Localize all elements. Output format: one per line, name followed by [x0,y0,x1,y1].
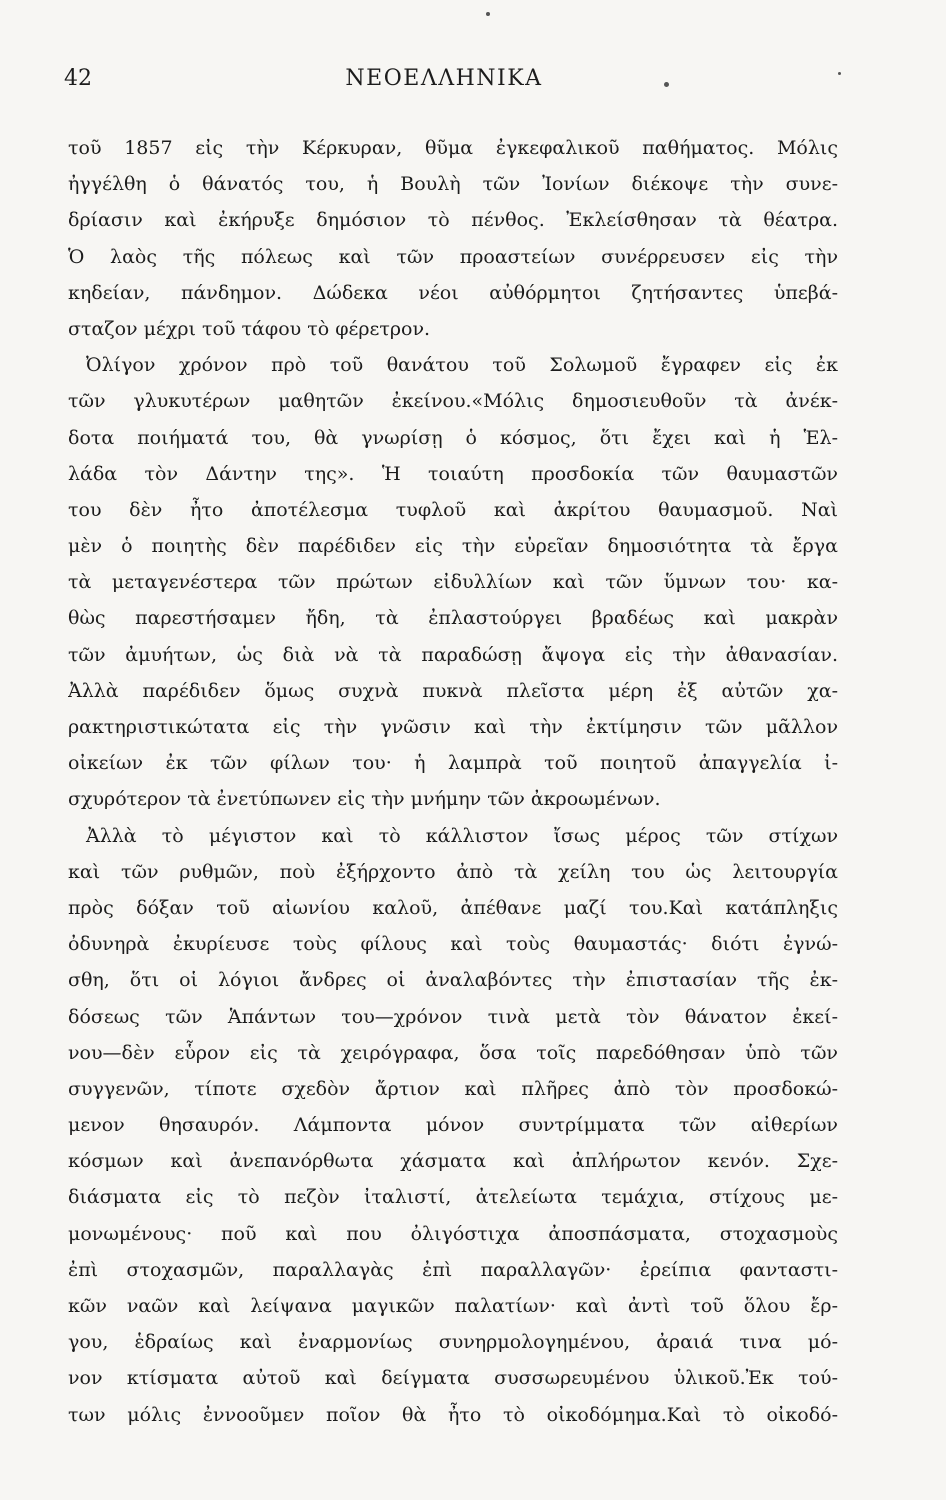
page-number: 42 [64,66,92,91]
text-line: τῶν ἀμυήτων, ὡς διὰ νὰ τὰ παραδώσῃ ἄψογα εἰς τὴν ἀθανασίαν. [68,643,838,666]
text-line: ἠγγέλθη ὁ θάνατός του, ἡ Βουλὴ τῶν Ἰονίων διέκοψε τὴν συνε- [68,173,838,196]
text-line: διάσματα εἰς τὸ πεζὸν ἰταλιστί, ἀτελείωτα τεμάχια, στίχους με- [68,1186,838,1209]
text-line: συγγενῶν, τίποτε σχεδὸν ἄρτιον καὶ πλῆρες ἀπὸ τὸν προσδοκώ- [68,1077,838,1100]
print-speck [838,72,841,75]
page-header [64,66,824,106]
text-line: γου, ἑδραίως καὶ ἐναρμονίως συνηρμολογημένου, ἀραιά τινα μό- [68,1331,838,1354]
text-line: κῶν ναῶν καὶ λείψανα μαγικῶν παλατίων· καὶ ἀντὶ τοῦ ὅλου ἔρ- [68,1295,838,1317]
text-line: ὀδυνηρὰ ἐκυρίευσε τοὺς φίλους καὶ τοὺς θαυμαστάς· διότι ἐγνώ- [68,933,838,956]
text-line: τῶν γλυκυτέρων μαθητῶν ἐκείνου.«Μόλις δημοσιευθοῦν τὰ ἀνέκ- [68,390,838,413]
text-line: σταζον μέχρι τοῦ τάφου τὸ φέρετρον. [68,317,431,340]
text-line: Ὁ λαὸς τῆς πόλεως καὶ τῶν προαστείων συνέρρευσεν εἰς τὴν [68,245,838,268]
running-head: ΝΕΟΕΛΛΗΝΙΚΑ [345,66,543,91]
body-text [68,130,838,1433]
text-line: νου—δὲν εὗρον εἰς τὰ χειρόγραφα, ὅσα τοῖς παρεδόθησαν ὑπὸ τῶν [68,1041,838,1064]
text-line: δόσεως τῶν Ἁπάντων του—χρόνον τινὰ μετὰ τὸν θάνατον ἐκεί- [68,1005,838,1028]
text-line: μὲν ὁ ποιητὴς δὲν παρέδιδεν εἰς τὴν εὐρεῖαν δημοσιότητα τὰ ἔργα [68,535,838,558]
text-line: Ὀλίγον χρόνον πρὸ τοῦ θανάτου τοῦ Σολωμοῦ ἔγραφεν εἰς ἐκ [86,354,838,377]
text-line: μονωμένους· ποῦ καὶ που ὀλιγόστιχα ἀποσπάσματα, στοχασμοὺς [68,1222,838,1245]
text-line: κόσμων καὶ ἀνεπανόρθωτα χάσματα καὶ ἀπλήρωτον κενόν. Σχε- [68,1150,838,1173]
print-speck [486,12,490,16]
print-speck [664,82,669,87]
text-line: των μόλις ἐννοοῦμεν ποῖον θὰ ἦτο τὸ οἰκοδόμημα.Καὶ τὸ οἰκοδό- [68,1403,838,1426]
text-line: δοτα ποιήματά του, θὰ γνωρίσῃ ὁ κόσμος, ὅτι ἔχει καὶ ἡ Ἑλ- [68,426,838,449]
text-line: νον κτίσματα αὐτοῦ καὶ δείγματα συσσωρευμένου ὑλικοῦ.Ἐκ τού- [68,1367,838,1390]
text-line: σχυρότερον τὰ ἐνετύπωνεν εἰς τὴν μνήμην τῶν ἀκροωμένων. [68,788,661,811]
text-line: Ἀλλὰ τὸ μέγιστον καὶ τὸ κάλλιστον ἴσως μέρος τῶν στίχων [86,824,838,847]
text-line: δρίασιν καὶ ἐκήρυξε δημόσιον τὸ πένθος. Ἐκλείσθησαν τὰ θέατρα. [68,209,838,232]
text-line: σθη, ὅτι οἱ λόγιοι ἄνδρες οἱ ἀναλαβόντες τὴν ἐπιστασίαν τῆς ἐκ- [68,969,838,992]
text-line: οἰκείων ἐκ τῶν φίλων του· ἡ λαμπρὰ τοῦ ποιητοῦ ἀπαγγελία ἰ- [68,752,838,775]
text-line: ἐπὶ στοχασμῶν, παραλλαγὰς ἐπὶ παραλλαγῶν· ἐρείπια φανταστι- [68,1258,838,1281]
text-line: λάδα τὸν Δάντην της». Ἡ τοιαύτη προσδοκία τῶν θαυμαστῶν [68,462,838,485]
text-line: τὰ μεταγενέστερα τῶν πρώτων εἰδυλλίων καὶ τῶν ὕμνων του· κα- [68,571,838,594]
text-line: θὼς παρεστήσαμεν ἤδη, τὰ ἐπλαστούργει βραδέως καὶ μακρὰν [68,607,838,630]
text-line: του δὲν ἦτο ἀποτέλεσμα τυφλοῦ καὶ ἀκρίτου θαυμασμοῦ. Ναὶ [68,498,838,521]
text-line: πρὸς δόξαν τοῦ αἰωνίου καλοῦ, ἀπέθανε μαζί του.Καὶ κατάπληξις [68,896,838,919]
text-line: ρακτηριστικώτατα εἰς τὴν γνῶσιν καὶ τὴν ἐκτίμησιν τῶν μᾶλλον [68,716,838,738]
text-line: κηδείαν, πάνδημον. Δώδεκα νέοι αὐθόρμητοι ζητήσαντες ὑπεβά- [68,281,838,304]
text-line: μενον θησαυρόν. Λάμποντα μόνον συντρίμματα τῶν αἰθερίων [68,1114,838,1137]
text-line: Ἀλλὰ παρέδιδεν ὅμως συχνὰ πυκνὰ πλεῖστα μέρη ἐξ αὐτῶν χα- [68,679,838,702]
text-line: τοῦ 1857 εἰς τὴν Κέρκυραν, θῦμα ἐγκεφαλικοῦ παθήματος. Μόλις [68,137,838,159]
text-line: καὶ τῶν ρυθμῶν, ποὺ ἐξήρχοντο ἀπὸ τὰ χείλη του ὡς λειτουργία [68,860,838,883]
